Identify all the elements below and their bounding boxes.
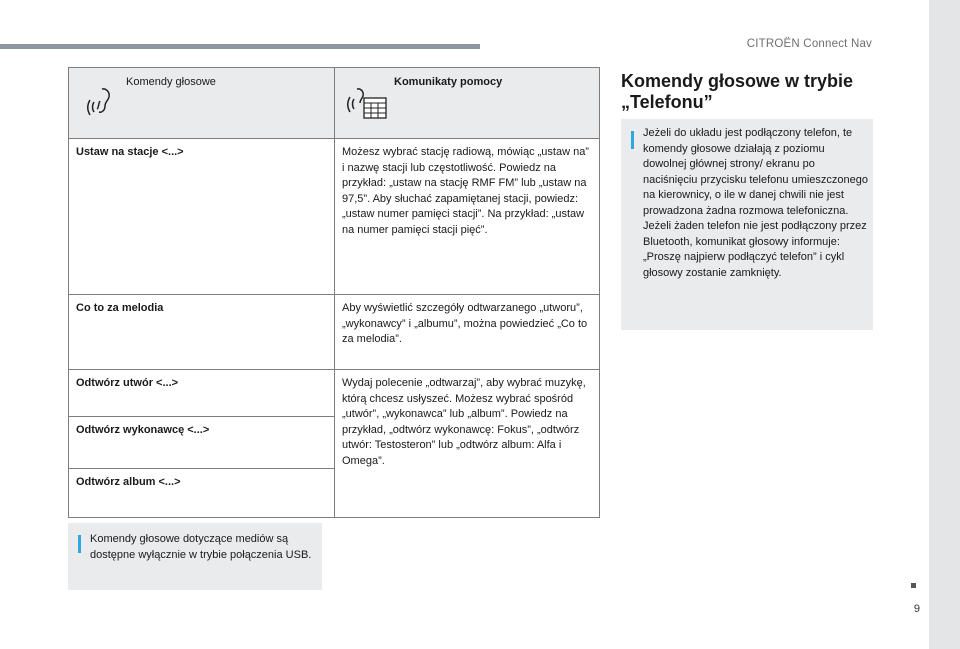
brand-label: CITROËN Connect Nav xyxy=(746,38,872,50)
header-cell-help xyxy=(335,68,600,139)
header-cell-commands xyxy=(69,68,335,139)
side-strip xyxy=(929,0,960,649)
command-cell: Odtwórz wykonawcę <...> xyxy=(69,417,335,469)
page-number: 9 xyxy=(913,603,920,615)
section-title: Komendy głosowe w trybie „Telefonu” xyxy=(621,71,854,112)
table-row xyxy=(69,295,600,370)
help-cell: Wydaj polecenie „odtwarzaj”, aby wybrać muzykę, którą chcesz usłyszeć. Możesz wybrać spośród „utwór”, „wykonawca” lub „album”. Powiedz na przykład, „odtwórz wykonawcę: Fokus”, „odtwórz utwór: Testosteron” lub „odtwórz album: Alfa i Omega”. xyxy=(335,370,600,518)
header-help-label: Komunikaty pomocy xyxy=(394,76,503,88)
header-bar xyxy=(0,44,480,49)
media-info-note xyxy=(68,523,322,590)
command-cell: Odtwórz album <...> xyxy=(69,469,335,518)
command-cell: Odtwórz utwór <...> xyxy=(69,370,335,417)
help-cell: Możesz wybrać stację radiową, mówiąc „ustaw na” i nazwę stacji lub częstotliwość. Powiedz na przykład: „ustaw na stację RMF FM” lub „ustaw na 97,5”. Aby słuchać zapamiętanej stacji, powiedz: „ustaw numer pamięci stacji”. Na przykład: „ustaw na numer pamięci stacji pięć”. xyxy=(335,139,600,295)
page-marker xyxy=(911,583,916,588)
table-row xyxy=(69,370,600,417)
voice-commands-table xyxy=(68,67,600,518)
command-cell: Ustaw na stacje <...> xyxy=(69,139,335,295)
phone-info-text: Jeżeli do układu jest podłączony telefon, te komendy głosowe działają z poziomu dowolnej głównej strony/ ekranu po naciśnięciu przycisku telefonu umieszczonego na kierownicy, o ile w danej chwili nie jest prowadzona żadna rozmowa telefoniczna. Jeżeli żaden telefon nie jest podłączony przez Bluetooth, komunikat głosowy informuje: „Proszę najpierw podłączyć telefon” i cykl głosowy zostanie zamknięty. xyxy=(643,127,869,279)
table-row xyxy=(69,139,600,295)
phone-info-note xyxy=(621,119,873,330)
info-icon xyxy=(78,535,81,553)
media-info-text: Komendy głosowe dotyczące mediów są dostępne wyłącznie w trybie połączenia USB. xyxy=(90,533,312,561)
header-commands-label: Komendy głosowe xyxy=(126,76,216,88)
table-header-row xyxy=(69,68,600,139)
command-cell: Co to za melodia xyxy=(69,295,335,370)
help-messages-icon xyxy=(347,85,389,121)
voice-command-icon xyxy=(86,85,120,119)
info-icon xyxy=(631,131,634,149)
help-cell: Aby wyświetlić szczegóły odtwarzanego „utworu”, „wykonawcy” i „albumu”, można powiedzieć „Co to za melodia”. xyxy=(335,295,600,370)
